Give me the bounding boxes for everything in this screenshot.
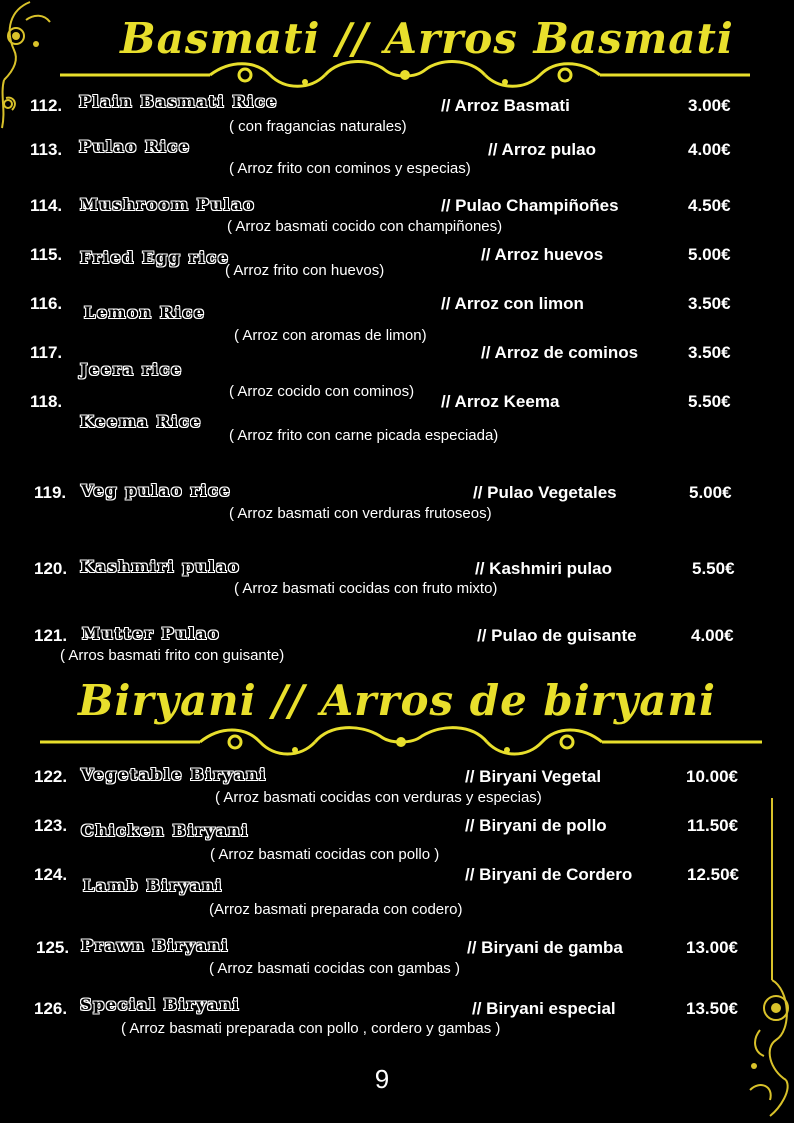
item-name-es: // Biryani de gamba bbox=[467, 938, 623, 957]
item-price: 13.00€ bbox=[686, 938, 738, 957]
item-name-es: // Kashmiri pulao bbox=[475, 559, 612, 578]
item-name: Chicken Biryani bbox=[81, 821, 250, 840]
item-name-es: // Arroz pulao bbox=[488, 140, 596, 159]
item-description: ( con fragancias naturales) bbox=[229, 118, 407, 135]
item-number: 121. bbox=[34, 626, 68, 645]
item-number: 119. bbox=[34, 483, 67, 502]
item-description: ( Arroz basmati cocidas con pollo ) bbox=[210, 846, 440, 863]
item-name: Fried Egg rice bbox=[80, 248, 230, 267]
item-name-es: // Biryani Vegetal bbox=[465, 767, 602, 786]
item-number: 124. bbox=[34, 865, 68, 884]
item-number: 118. bbox=[30, 392, 63, 411]
item-name-es: // Pulao de guisante bbox=[477, 626, 637, 645]
item-number: 114. bbox=[30, 196, 63, 215]
item-name: Kashmiri pulao bbox=[80, 557, 241, 576]
item-description: (Arroz basmati preparada con codero) bbox=[209, 901, 463, 918]
item-number: 120. bbox=[34, 559, 68, 578]
item-number: 123. bbox=[34, 816, 68, 835]
item-number: 116. bbox=[30, 294, 63, 313]
item-description: ( Arroz con aromas de limon) bbox=[234, 327, 427, 344]
item-name: Special Biryani bbox=[80, 995, 241, 1014]
item-name: Keema Rice bbox=[80, 412, 203, 431]
item-price: 10.00€ bbox=[686, 767, 738, 786]
item-price: 4.50€ bbox=[688, 196, 731, 215]
item-description: ( Arroz basmati cocidas con fruto mixto) bbox=[234, 580, 498, 597]
item-number: 126. bbox=[34, 999, 68, 1018]
item-name: Plain Basmati Rice bbox=[79, 92, 279, 111]
item-name-es: // Arroz con limon bbox=[441, 294, 584, 313]
item-price: 5.50€ bbox=[688, 392, 731, 411]
item-price: 11.50€ bbox=[687, 816, 739, 835]
item-name: Mushroom Pulao bbox=[80, 195, 256, 214]
item-name-es: // Biryani de Cordero bbox=[465, 865, 633, 884]
item-price: 5.50€ bbox=[692, 559, 735, 578]
ornamental-divider bbox=[40, 724, 762, 758]
item-name-es: // Arroz Basmati bbox=[441, 96, 570, 115]
ornamental-divider bbox=[60, 58, 750, 90]
item-description: ( Arroz cocido con cominos) bbox=[229, 383, 415, 400]
item-description: ( Arros basmati frito con guisante) bbox=[60, 647, 285, 664]
item-description: ( Arroz basmati con verduras frutoseos) bbox=[229, 505, 492, 522]
item-name-es: // Pulao Champiñoñes bbox=[441, 196, 619, 215]
item-name: Vegetable Biryani bbox=[81, 765, 267, 784]
item-price: 4.00€ bbox=[691, 626, 734, 645]
item-name-es: // Arroz huevos bbox=[481, 245, 604, 264]
item-number: 117. bbox=[30, 343, 63, 362]
item-name-es: // Biryani de pollo bbox=[465, 816, 607, 835]
item-name: Mutter Pulao bbox=[82, 624, 221, 643]
item-number: 112. bbox=[30, 96, 63, 115]
section-title-basmati: Basmati // Arros Basmati bbox=[120, 14, 734, 63]
item-price: 5.00€ bbox=[688, 245, 731, 264]
item-description: ( Arroz basmati cocidas con verduras y especias) bbox=[215, 789, 542, 806]
item-description: ( Arroz basmati cocidas con gambas ) bbox=[209, 960, 460, 977]
item-name: Prawn Biryani bbox=[81, 936, 230, 955]
item-price: 13.50€ bbox=[686, 999, 738, 1018]
item-name-es: // Pulao Vegetales bbox=[473, 483, 617, 502]
item-name: Jeera rice bbox=[80, 360, 183, 379]
item-number: 125. bbox=[36, 938, 70, 957]
item-number: 122. bbox=[34, 767, 68, 786]
item-price: 5.00€ bbox=[689, 483, 732, 502]
item-price: 4.00€ bbox=[688, 140, 731, 159]
item-price: 3.00€ bbox=[688, 96, 731, 115]
item-description: ( Arroz frito con huevos) bbox=[225, 262, 385, 279]
item-name: Pulao Rice bbox=[79, 137, 191, 156]
section-title-biryani: Biryani // Arros de biryani bbox=[77, 676, 716, 725]
item-price: 3.50€ bbox=[688, 343, 731, 362]
item-name: Lemon Rice bbox=[84, 303, 206, 322]
item-description: ( Arroz frito con cominos y especias) bbox=[229, 160, 471, 177]
item-name: Veg pulao rice bbox=[81, 481, 232, 500]
item-description: ( Arroz basmati cocido con champiñones) bbox=[227, 218, 503, 235]
item-description: ( Arroz basmati preparada con pollo , cordero y gambas ) bbox=[121, 1020, 501, 1037]
item-description: ( Arroz frito con carne picada especiada) bbox=[229, 427, 499, 444]
item-number: 115. bbox=[30, 245, 63, 264]
item-price: 12.50€ bbox=[687, 865, 739, 884]
item-name-es: // Arroz de cominos bbox=[481, 343, 639, 362]
item-name: Lamb Biryani bbox=[83, 876, 223, 895]
item-name-es: // Biryani especial bbox=[472, 999, 616, 1018]
item-number: 113. bbox=[30, 140, 63, 159]
page-number: 9 bbox=[374, 1064, 390, 1094]
item-price: 3.50€ bbox=[688, 294, 731, 313]
item-name-es: // Arroz Keema bbox=[441, 392, 560, 411]
